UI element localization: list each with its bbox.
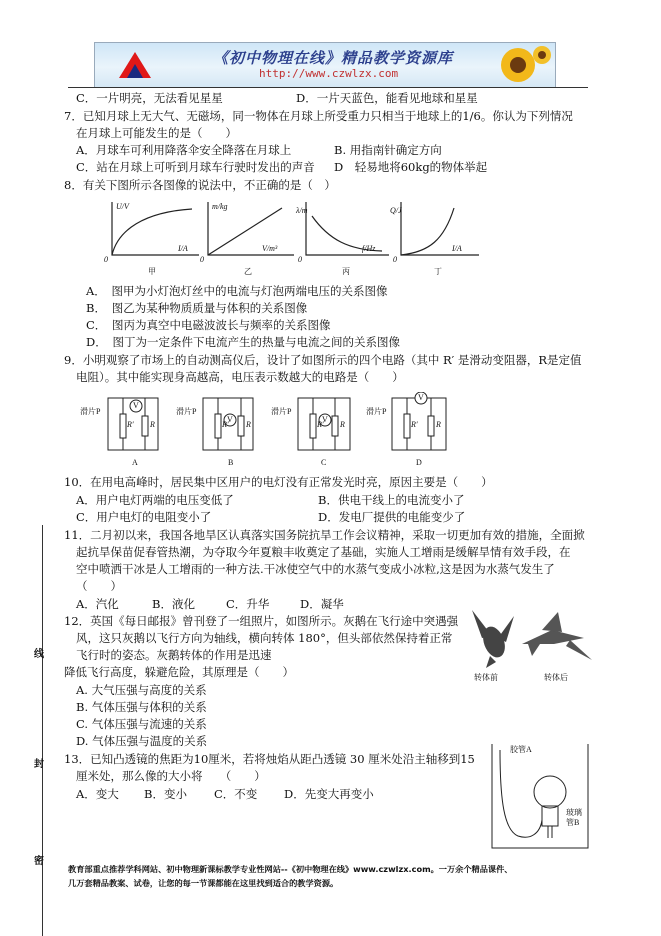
q11-option-c: C．升华 [226, 597, 270, 611]
q11-line3: 空中喷洒干冰是人工增雨的一种方法.干冰使空气中的水蒸气变成小冰粒,这是因为水蒸气发生了 [76, 562, 555, 576]
q6-option-d: D．一片天蓝色，能看见地球和星星 [296, 91, 478, 105]
circuit-d-meter: V [418, 393, 424, 402]
q12-line3: 飞行时的姿态。灰鹅转体的作用是迅速 [76, 648, 272, 662]
banner-url: http://www.czwlzx.com [259, 67, 399, 80]
graph-yi-origin: 0 [200, 255, 204, 264]
circuit-d-rp: R′ [411, 420, 418, 429]
q8-option-b: B． 图乙为某种物质质量与体积的关系图像 [86, 301, 308, 315]
header-rule [68, 87, 588, 88]
banner-title: 《初中物理在线》精品教学资源库 [213, 49, 454, 67]
q8-graph-curves [104, 200, 484, 270]
q13-line1: 13．已知凸透镜的焦距为10厘米，若将烛焰从距凸透镜 30 厘米处沿主轴移到15 [64, 752, 475, 766]
sunflower-icon [480, 43, 555, 87]
q6-option-c: C．一片明亮，无法看见星星 [76, 91, 223, 105]
binding-mark-feng: 封 [34, 759, 44, 770]
q9-circuits [78, 392, 458, 472]
goose-caption-before: 转体前 [474, 673, 498, 682]
circuit-d-slider-label: 滑片P [366, 407, 387, 416]
q13-option-a: A．变大 [76, 787, 119, 801]
circuit-label-c: C [321, 458, 327, 467]
q11-option-d: D．凝华 [300, 597, 344, 611]
graph-ding-xlabel: I/A [452, 244, 462, 253]
circuit-label-d: D [416, 458, 422, 467]
graph-jia-ylabel: U/V [116, 202, 129, 211]
circuit-a-slider-label: 滑片P [80, 407, 101, 416]
q12-option-b: B. 气体压强与体积的关系 [76, 700, 207, 714]
circuit-d-r: R [436, 420, 441, 429]
circuit-label-a: A [132, 458, 138, 467]
graph-jia-name: 甲 [148, 267, 156, 276]
footer-line2: 几万套精品教案、试卷，让您的每一节课都能在这里找到适合的教学资源。 [68, 878, 339, 888]
q10-option-a: A．用户电灯两端的电压变低了 [76, 493, 234, 507]
q13-option-b: B．变小 [144, 787, 187, 801]
bulb-figure [490, 740, 590, 852]
graph-jia-origin: 0 [104, 255, 108, 264]
q9-stem-line2: 电阻）。其中能实现身高越高，电压表示数越大的电路是（ ） [76, 370, 404, 384]
q13-option-c: C．不变 [214, 787, 258, 801]
graph-yi-xlabel: V/m³ [262, 244, 278, 253]
graph-bing-name: 丙 [342, 267, 350, 276]
graph-yi-name: 乙 [244, 267, 252, 276]
q11-line2: 起抗旱保苗促春管热潮，为夺取今年夏粮丰收奠定了基础，实施人工增雨是缓解旱情有效手段，在 [76, 545, 571, 559]
circuit-a-r: R [150, 420, 155, 429]
q7-stem-line1: 7．已知月球上无大气、无磁场，同一物体在月球上所受重力只相当于地球上的1/6。你认为下列情况 [64, 109, 573, 123]
graph-jia-xlabel: I/A [178, 244, 188, 253]
q10-option-c: C．用户电灯的电阻变小了 [76, 510, 212, 524]
binding-line [42, 525, 43, 936]
q10-option-b: B．供电干线上的电流变小了 [318, 493, 465, 507]
binding-mark-mi: 密 [34, 856, 44, 867]
q12-option-a: A. 大气压强与高度的关系 [76, 683, 207, 697]
circuit-c-slider-label: 滑片P [271, 407, 292, 416]
bulb-icon [490, 740, 590, 852]
goose-caption-after: 转体后 [544, 673, 568, 682]
circuit-b-rp: R′ [222, 420, 229, 429]
q8-graphs [104, 200, 484, 282]
q11-line1: 11．二月初以来，我国各地旱区认真落实国务院抗旱工作会议精神，采取一切更加有效的措施，全面掀 [64, 528, 585, 542]
q9-stem-line1: 9．小明观察了市场上的自动测高仪后，设计了如图所示的四个电路（其中 R′ 是滑动变阻器，R是定值 [64, 353, 582, 367]
q7-option-a: A．月球车可利用降落伞安全降落在月球上 [76, 143, 292, 157]
goose-figure [462, 600, 602, 686]
circuit-c-meter: V [322, 415, 328, 424]
q13-option-d: D．先变大再变小 [284, 787, 374, 801]
q10-stem: 10．在用电高峰时，居民集中区用户的电灯没有正常发光时亮，原因主要是（ ） [64, 475, 493, 489]
header-banner [94, 42, 556, 88]
tube-a-label: 胶管A [510, 745, 532, 754]
circuit-a-rp: R′ [127, 420, 134, 429]
logo-icon [115, 48, 155, 82]
q12-line4: 降低飞行高度，躲避危险，其原理是（ ） [64, 665, 294, 679]
q7-option-c: C．站在月球上可听到月球车行驶时发出的声音 [76, 160, 315, 174]
circuit-a-meter: V [133, 401, 139, 410]
circuit-c-rp: R′ [317, 420, 324, 429]
tube-b-label: 玻璃管B [566, 808, 582, 827]
q8-option-d: D． 图丁为一定条件下电流产生的热量与电流之间的关系图像 [86, 335, 400, 349]
q10-option-d: D．发电厂提供的电能变少了 [318, 510, 466, 524]
q8-option-a: A． 图甲为小灯泡灯丝中的电流与灯泡两端电压的关系图像 [86, 284, 388, 298]
binding-mark-xian: 线 [34, 649, 44, 660]
graph-bing-ylabel: λ/m [296, 206, 308, 215]
graph-bing-xlabel: f/Hz [362, 244, 376, 253]
circuit-b-slider-label: 滑片P [176, 407, 197, 416]
graph-yi-ylabel: m/kg [212, 202, 228, 211]
q7-option-d: D 轻易地将60kg的物体举起 [334, 160, 488, 174]
q8-option-c: C． 图丙为真空中电磁波波长与频率的关系图像 [86, 318, 331, 332]
graph-ding-name: 丁 [434, 267, 442, 276]
q8-stem: 8．有关下图所示各图像的说法中，不正确的是（ ） [64, 178, 336, 192]
graph-bing-origin: 0 [298, 255, 302, 264]
circuit-b-meter: V [227, 415, 233, 424]
q12-option-d: D. 气体压强与温度的关系 [76, 734, 208, 748]
q13-line2: 厘米处，那么像的大小将 （ ） [76, 769, 266, 783]
q12-option-c: C. 气体压强与流速的关系 [76, 717, 207, 731]
q11-line4: （ ） [76, 579, 122, 593]
circuit-label-b: B [228, 458, 234, 467]
goose-icon [462, 600, 602, 670]
graph-ding-origin: 0 [393, 255, 397, 264]
q11-option-b: B．液化 [152, 597, 195, 611]
q7-option-b: B. 用指南针确定方向 [334, 143, 442, 157]
q12-line1: 12．英国《每日邮报》曾刊登了一组照片，如图所示。灰鹅在飞行途中突遇强 [64, 614, 459, 628]
graph-ding-ylabel: Q/J [390, 206, 402, 215]
q7-stem-line2: 在月球上可能发生的是（ ） [76, 126, 237, 140]
q11-option-a: A．汽化 [76, 597, 119, 611]
circuit-c-r: R [340, 420, 345, 429]
q12-line2: 风，这只灰鹅以飞行方向为轴线，横向转体 180°，但头部依然保持着正常 [76, 631, 453, 645]
footer-line1: 教育部重点推荐学科网站、初中物理新课标教学专业性网站--《初中物理在线》www.czwlzx.com。一万余个精品课件、 [68, 864, 513, 874]
circuit-b-r: R [246, 420, 251, 429]
